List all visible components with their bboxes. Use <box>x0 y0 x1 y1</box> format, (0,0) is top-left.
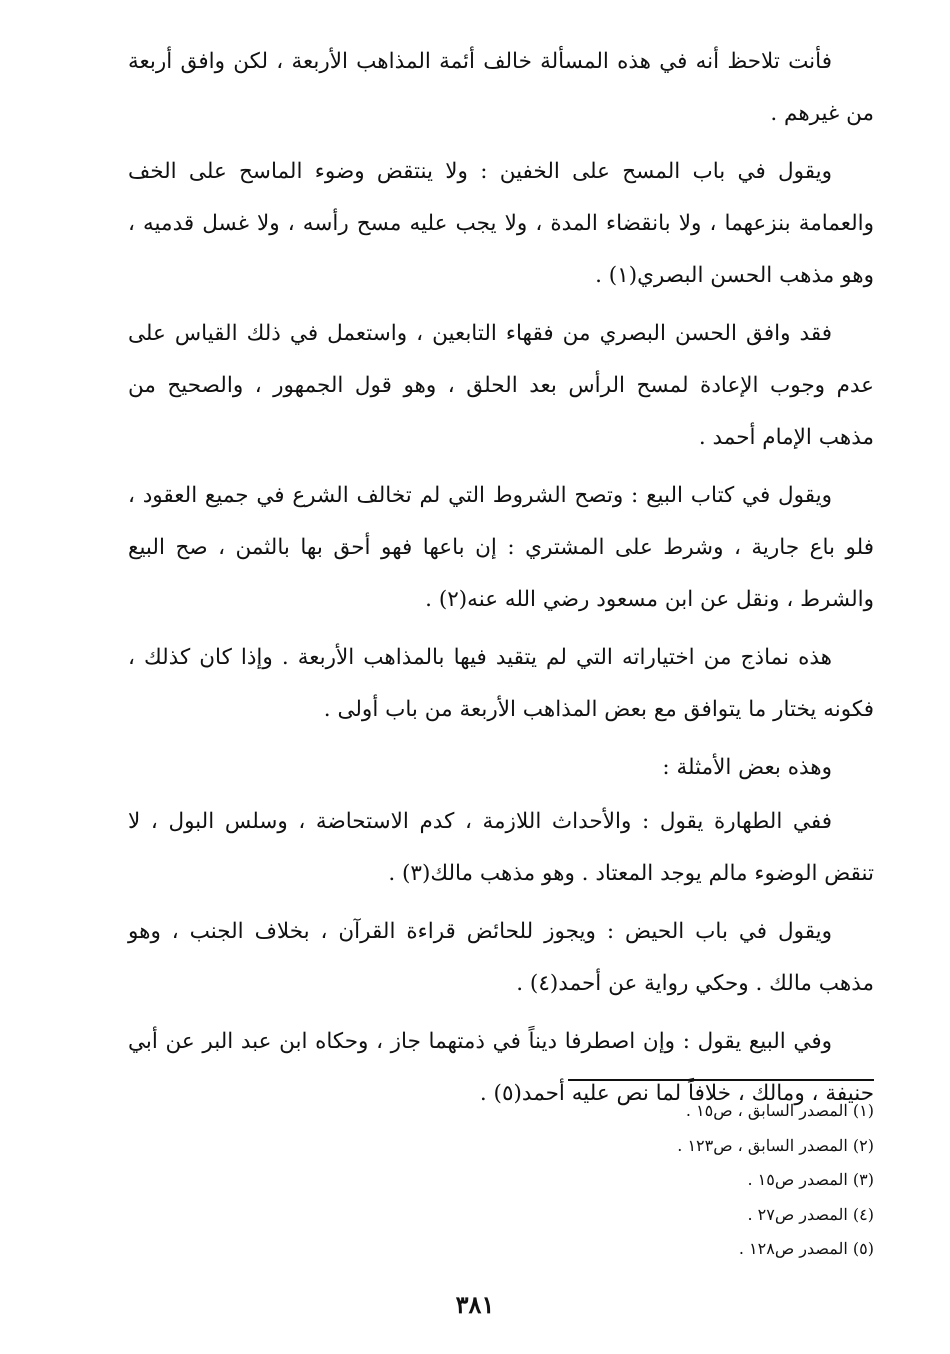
paragraph: فقد وافق الحسن البصري من فقهاء التابعين ، واستعمل في ذلك القياس على عدم وجوب الإعادة لمسح الرأس بعد الحلق ، وهو قول الجمهور ، والصحيح من مذهب الإمام أحمد . <box>128 321 874 450</box>
paragraph: فأنت تلاحظ أنه في هذه المسألة خالف أئمة المذاهب الأربعة ، لكن وافق أربعة من غيرهم . <box>128 49 874 126</box>
footnote: (١) المصدر السابق ، ص١٥ . <box>685 1101 874 1120</box>
paragraph: ويقول في كتاب البيع : وتصح الشروط التي لم تخالف الشرع في جميع العقود ، فلو باع جارية ، وشرط على المشتري : إن باعها فهو أحق بها بالثمن ، صح البيع والشرط ، ونقل عن ابن مسعود رضي الله عنه(٢) . <box>128 483 874 612</box>
paragraph: وفي البيع يقول : وإن اصطرفا ديناً في ذمتهما جاز ، وحكاه ابن عبد البر عن أبي حنيفة ، ومالك ، خلافاً لما نص عليه أحمد(٥) . <box>128 1029 874 1106</box>
footnote: (٤) المصدر ص٢٧ . <box>747 1204 874 1224</box>
footnote-divider <box>568 1079 874 1081</box>
footnote: (٣) المصدر ص١٥ . <box>747 1170 874 1189</box>
main-text <box>128 36 874 1126</box>
examples-heading: وهذه بعض الأمثلة : <box>662 755 832 780</box>
footnotes-list <box>374 1094 874 1267</box>
paragraph: هذه نماذج من اختياراته التي لم يتقيد فيها بالمذاهب الأربعة . وإذا كان كذلك ، فكونه يختار ما يتوافق مع بعض المذاهب الأربعة من باب أولى . <box>128 645 874 722</box>
paragraph: ويقول في باب الحيض : ويجوز للحائض قراءة القرآن ، بخلاف الجنب ، وهو مذهب مالك . وحكي رواية عن أحمد(٤) . <box>128 919 874 996</box>
paragraph: ويقول في باب المسح على الخفين : ولا ينتقض وضوء الماسح على الخف والعمامة بنزعهما ، ولا بانقضاء المدة ، ولا يجب عليه مسح رأسه ، ولا غسل قدميه ، وهو مذهب الحسن البصري(١) . <box>128 159 874 288</box>
footnote: (٥) المصدر ص١٢٨ . <box>738 1239 874 1258</box>
footnote: (٢) المصدر السابق ، ص١٢٣ . <box>677 1135 874 1155</box>
page-number: ٣٨١ <box>455 1290 495 1319</box>
paragraph: ففي الطهارة يقول : والأحداث اللازمة ، كدم الاستحاضة ، وسلس البول ، لا تنقض الوضوء مالم يوجد المعتاد . وهو مذهب مالك(٣) . <box>128 809 874 886</box>
